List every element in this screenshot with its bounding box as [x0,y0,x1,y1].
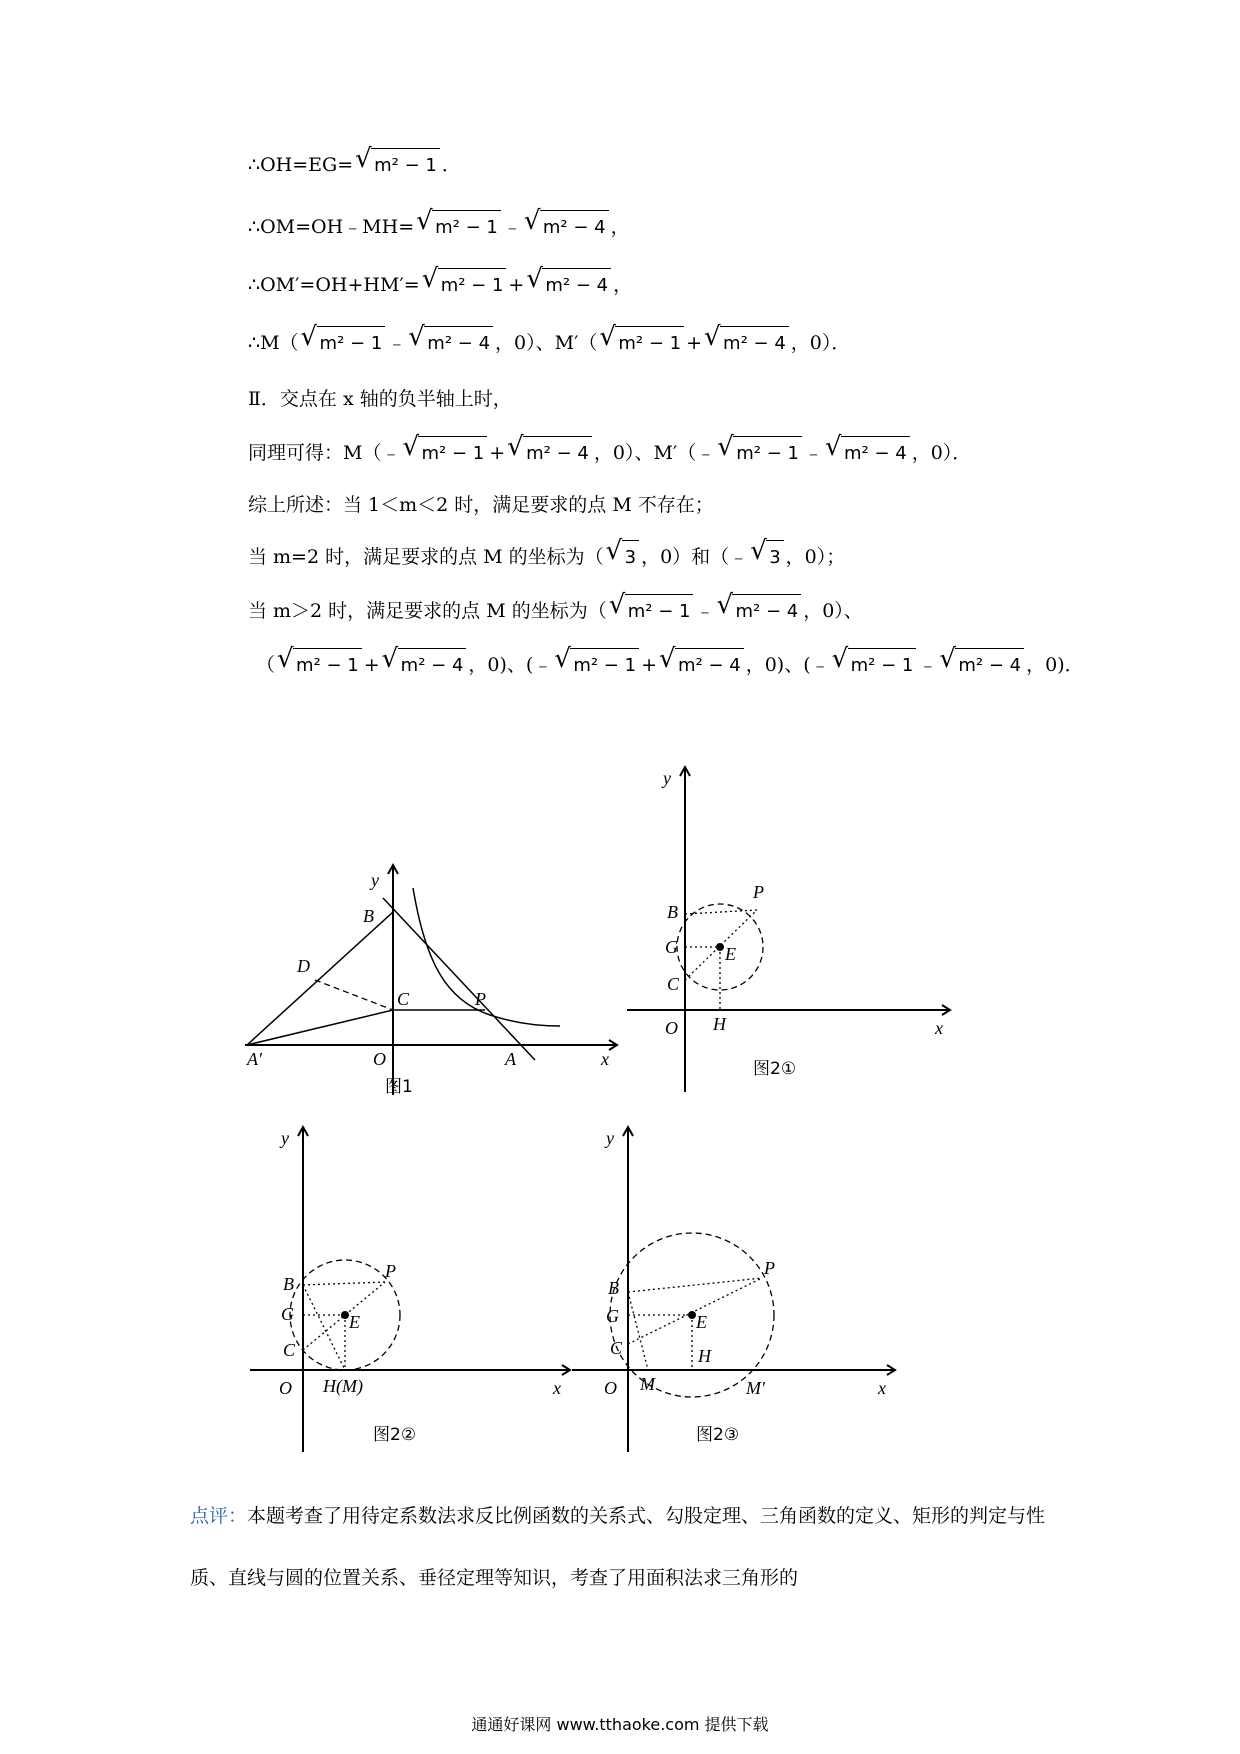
text: ，0）和（﹣ [641,546,749,568]
line-om [248,206,630,243]
comment-tag: 点评： [190,1505,248,1527]
line-summary-4 [256,644,1084,681]
comment-paragraph [190,1485,1070,1609]
text: Ⅱ．交点在 x 轴的负半轴上时， [248,388,512,410]
figure-1 [245,860,625,1100]
text: ，0）； [785,546,846,568]
radicand: m² − 4 [732,594,801,627]
text: 当 m=2 时，满足要求的点 M 的坐标为（ [248,546,604,568]
sqrt-m2-4: √ m² − 4 [507,436,592,469]
text: + [686,332,703,354]
line-oh-eg [248,144,461,181]
label-o: O [373,1049,386,1069]
radicand: m² − 1 [570,648,639,681]
sqrt-m2-4: √ m² − 4 [382,648,467,681]
radicand: m² − 4 [720,326,789,359]
sqrt-m2-1: √ m² − 1 [599,326,684,359]
line-om-prime [248,264,633,301]
label-g: G [665,937,678,957]
radicand: m² − 4 [841,436,910,469]
label-e: E [349,1312,360,1332]
sqrt-3: √ 3 [606,540,639,573]
caption-fig2b: 图2② [373,1425,417,1445]
text: ﹣ [502,216,522,238]
text: ． [441,154,461,176]
text: + [363,654,380,676]
label-p: P [753,882,764,902]
radicand: m² − 4 [540,210,609,243]
label-x: x [601,1049,609,1069]
label-b: B [667,902,678,922]
caption-fig2a: 图2① [753,1059,797,1079]
text: ，0）、M′（﹣ [593,442,716,464]
label-c: C [397,989,410,1009]
segment-b-p [303,1282,385,1285]
figure-2a [625,762,955,1097]
line-m-coords [248,322,851,359]
text: ， [613,274,633,296]
sqrt-m2-1: √ m² − 1 [609,594,694,627]
sqrt-m2-1: √ m² − 1 [301,326,386,359]
text: ，0）． [911,442,972,464]
radicand: m² − 1 [418,436,487,469]
segment-b-p [628,1278,762,1292]
sqrt-m2-4: √ m² − 4 [716,594,801,627]
sqrt-m2-1: √ m² − 1 [832,648,917,681]
radicand: m² − 4 [675,648,744,681]
sqrt-m2-4: √ m² − 4 [939,648,1024,681]
radicand: m² − 4 [424,326,493,359]
text: + [489,442,506,464]
text: ∴OH=EG= [248,154,354,176]
segment-a1-c [247,1010,393,1045]
label-x: x [553,1378,561,1398]
text: 当 m＞2 时，满足要求的点 M 的坐标为（ [248,600,607,622]
text: ，0)、(﹣ [745,654,830,676]
sqrt-m2-4: √ m² − 4 [704,326,789,359]
label-p: P [385,1261,396,1281]
text: ﹣ [803,442,823,464]
label-y: y [281,1128,289,1148]
radicand: m² − 1 [317,326,386,359]
label-b: B [608,1278,619,1298]
text: ，0)、(﹣ [468,654,553,676]
text: ， [610,216,630,238]
label-y: y [663,768,671,788]
segment-d-c [315,980,393,1010]
line-summary-1 [248,490,714,520]
sqrt-m2-1: √ m² − 1 [717,436,802,469]
radicand: m² − 4 [955,648,1024,681]
text: ∴OM=OH﹣MH= [248,216,415,238]
text: ∴OM′=OH+HM′= [248,274,420,296]
label-p: P [475,989,486,1009]
radicand: m² − 1 [615,326,684,359]
text: ，0）、 [803,600,863,622]
text: ，0）、M′（ [495,332,598,354]
label-h-m: H(M) [323,1376,363,1396]
radicand: m² − 1 [848,648,917,681]
label-g: G [606,1306,619,1326]
text: ﹣ [387,332,407,354]
label-a-prime: A′ [247,1049,262,1069]
radicand: m² − 1 [371,148,440,181]
label-y: y [606,1128,614,1148]
sqrt-m2-1: √ m² − 1 [277,648,362,681]
label-h: H [713,1014,726,1034]
label-x: x [878,1378,886,1398]
text: （ [256,654,276,676]
radicand: m² − 1 [733,436,802,469]
text: + [508,274,525,296]
sqrt-m2-1: √ m² − 1 [416,210,501,243]
sqrt-m2-1: √ m² − 1 [554,648,639,681]
label-e: E [725,944,736,964]
sqrt-m2-1: √ m² − 1 [402,436,487,469]
sqrt-m2-1: √ m² − 1 [422,268,507,301]
line-b-a [383,898,535,1060]
text: ﹣ [695,600,715,622]
label-c: C [667,974,680,994]
line-summary-2 [248,536,846,573]
comment-text: 本题考查了用待定系数法求反比例函数的关系式、勾股定理、三角函数的定义、矩形的判定与性质、直线与圆的位置关系、垂径定理等知识，考查了用面积法求三角形的 [190,1505,1046,1589]
sqrt-m2-4: √ m² − 4 [524,210,609,243]
label-h: H [698,1346,711,1366]
radicand: m² − 1 [438,268,507,301]
label-o: O [279,1378,292,1398]
radicand: m² − 4 [542,268,611,301]
segment-c-p [628,1278,762,1344]
segment-b-m [628,1292,648,1370]
caption-fig1: 图1 [385,1077,413,1097]
segment-a1-b [247,912,393,1045]
sqrt-m2-4: √ m² − 4 [408,326,493,359]
label-b: B [363,906,374,926]
radicand: m² − 4 [523,436,592,469]
sqrt-m2-1: √ m² − 1 [355,148,440,181]
line-same [248,432,972,469]
sqrt-m2-4: √ m² − 4 [526,268,611,301]
text: M（﹣ [343,442,401,464]
line-case-2 [248,384,512,414]
line-summary-3 [248,590,863,627]
label-g: G [281,1304,294,1324]
text: ∴M（ [248,332,299,354]
label-y: y [371,870,379,890]
figure-2c [570,1122,900,1457]
label-c: C [610,1338,623,1358]
label-d: D [297,956,310,976]
radicand: m² − 1 [625,594,694,627]
segment-c-p [685,910,757,980]
radicand: m² − 1 [432,210,501,243]
text: ，0)． [1026,654,1084,676]
label-c: C [283,1340,296,1360]
radicand: m² − 4 [398,648,467,681]
label-p: P [764,1258,775,1278]
label-b: B [283,1274,294,1294]
sqrt-m2-4: √ m² − 4 [825,436,910,469]
text: ，0）． [790,332,851,354]
caption-fig2c: 图2③ [696,1425,740,1445]
text: 综上所述：当 1＜m＜2 时，满足要求的点 M 不存在； [248,494,714,516]
text: ﹣ [918,654,938,676]
label-m: M [640,1374,655,1394]
footer: 通通好课网 www.tthaoke.com 提供下载 [471,1715,769,1734]
label-a: A [505,1049,516,1069]
hyperbola [413,888,560,1026]
label-e: E [696,1312,707,1332]
figure-2b [245,1122,575,1457]
radicand: m² − 1 [293,648,362,681]
radicand: 3 [622,540,639,573]
text: + [641,654,657,676]
label-x: x [935,1018,943,1038]
sqrt-3: √ 3 [750,540,783,573]
label-m-prime: M′ [746,1378,765,1398]
label-o: O [604,1378,617,1398]
text: 同理可得： [248,442,344,464]
sqrt-m2-4: √ m² − 4 [659,648,744,681]
radicand: 3 [766,540,783,573]
label-o: O [665,1018,678,1038]
